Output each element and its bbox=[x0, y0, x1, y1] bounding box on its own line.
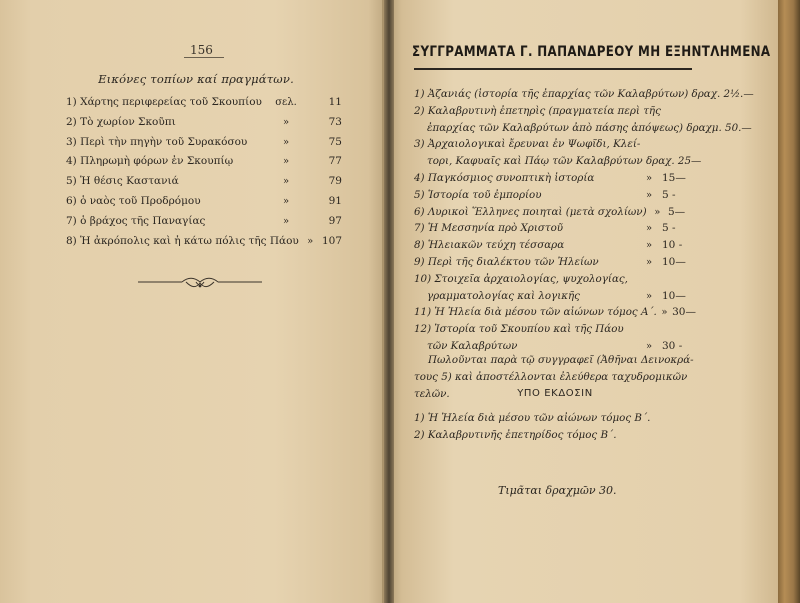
ditto-mark: » bbox=[645, 172, 653, 184]
work-title: 3) Ἀρχαιολογικαὶ ἔρευναι ἐν Ψωφῖδι, Κλεί- bbox=[414, 138, 641, 151]
price-line: Τιμᾶται δραχμῶν 30. bbox=[498, 484, 617, 497]
illustration-entry bbox=[66, 155, 342, 175]
work-title: 9) Περὶ τῆς διαλέκτου τῶν Ἠλείων bbox=[414, 255, 599, 268]
illustration-entry bbox=[66, 136, 342, 156]
work-entry-line bbox=[414, 239, 696, 256]
illustration-entry bbox=[66, 175, 342, 195]
work-entry-line bbox=[414, 88, 754, 105]
ditto-mark: » bbox=[645, 256, 653, 268]
left-page bbox=[0, 0, 392, 603]
page-ref-label: » bbox=[282, 136, 290, 148]
page-ref-label: » bbox=[282, 215, 290, 227]
illustration-title: 2) Τὸ χωρίον Σκοῦπι bbox=[66, 115, 176, 128]
illustrations-heading: Εικόνες τοπίων καί πραγμάτων. bbox=[98, 72, 294, 86]
illustration-title: 4) Πληρωμὴ φόρων ἐν Σκουπίῳ bbox=[66, 155, 234, 168]
work-title: 11) Ἡ Ἠλεία διὰ μέσου τῶν αἰώνων τόμος Α΄. bbox=[414, 306, 657, 319]
illustration-page: 97 bbox=[328, 214, 342, 227]
work-price: 10 - bbox=[662, 239, 683, 252]
title-rule bbox=[414, 68, 692, 70]
ditto-mark: » bbox=[645, 290, 653, 302]
work-entry-line bbox=[414, 323, 696, 340]
work-title: 8) Ἡλειακῶν τεύχη τέσσαρα bbox=[414, 239, 565, 252]
work-title: ἐπαρχίας τῶν Καλαβρύτων ἀπὸ πάσης ἀπόψεως) δραχμ. 50.— bbox=[427, 121, 752, 134]
page-ref-label: » bbox=[282, 156, 290, 168]
work-title: 5) Ἱστορία τοῦ ἐμπορίου bbox=[414, 188, 542, 201]
work-price: 15— bbox=[662, 171, 686, 184]
forthcoming-item: 2) Καλαβρυτινῆς ἐπετηρίδος τόμος Β΄. bbox=[414, 429, 617, 441]
work-price: 10— bbox=[662, 255, 686, 268]
forthcoming-item: 1) Ἡ Ἠλεία διὰ μέσου τῶν αἰώνων τόμος Β΄. bbox=[414, 412, 651, 424]
page-ref-label: » bbox=[282, 116, 290, 128]
work-price: 10— bbox=[662, 289, 686, 302]
illustration-entry bbox=[66, 96, 342, 116]
ditto-mark: » bbox=[645, 340, 653, 352]
work-title: τορι, Καφυαῖς καὶ Πάῳ τῶν Καλαβρύτων δραχ. 25— bbox=[427, 155, 702, 168]
page-ref-label: σελ. bbox=[275, 97, 297, 108]
book-edge bbox=[778, 0, 800, 603]
work-title: 2) Καλαβρυτινὴ ἐπετηρὶς (πραγματεία περὶ τῆς bbox=[414, 104, 661, 117]
ditto-mark: » bbox=[661, 307, 668, 319]
works-title: ΣΥΓΓΡΑΜΜΑΤΑ Γ. ΠΑΠΑΝΔΡΕΟΥ ΜΗ ΕΞΗΝΤΛΗΜΕΝΑ bbox=[412, 44, 771, 60]
work-title: γραμματολογίας καὶ λογικῆς bbox=[427, 289, 580, 302]
work-entry-line bbox=[414, 155, 702, 172]
book-gutter bbox=[384, 0, 394, 603]
work-entry-line bbox=[414, 306, 696, 323]
page-number-rule bbox=[184, 57, 224, 58]
illustration-title: 5) Ἡ θέσις Καστανιά bbox=[66, 175, 179, 188]
ditto-mark: » bbox=[645, 223, 653, 235]
work-entry-line bbox=[414, 206, 696, 223]
illustration-page: 73 bbox=[328, 115, 342, 128]
work-price: 5— bbox=[668, 205, 686, 218]
illustration-page: 75 bbox=[328, 135, 342, 148]
illustration-page: 91 bbox=[328, 194, 342, 207]
illustration-entry bbox=[66, 195, 342, 215]
illustrations-list bbox=[66, 96, 342, 254]
work-entry-line bbox=[414, 138, 696, 155]
forthcoming-list bbox=[414, 412, 696, 446]
illustration-page: 107 bbox=[321, 234, 342, 247]
illustration-entry bbox=[66, 235, 342, 255]
page-number: 156 bbox=[190, 43, 213, 57]
work-entry-line bbox=[414, 105, 696, 122]
work-title: 7) Ἡ Μεσσηνία πρὸ Χριστοῦ bbox=[414, 222, 564, 235]
work-price: 30— bbox=[672, 306, 696, 319]
page-ref-label: » bbox=[307, 235, 314, 247]
works-list bbox=[414, 88, 754, 357]
work-price: 30 - bbox=[662, 339, 683, 352]
work-entry-line bbox=[414, 189, 696, 206]
page-ref-label: » bbox=[282, 176, 290, 188]
work-title: 10) Στοιχεῖα ἀρχαιολογίας, ψυχολογίας, bbox=[414, 272, 628, 285]
ditto-mark: » bbox=[645, 240, 653, 252]
illustration-page: 77 bbox=[328, 155, 342, 168]
work-title: 4) Παγκόσμιος συνοπτικὴ ἱστορία bbox=[414, 171, 595, 184]
ditto-mark: » bbox=[654, 206, 661, 218]
illustration-entry bbox=[66, 116, 342, 136]
illustration-page: 79 bbox=[328, 175, 342, 188]
work-price: 5 - bbox=[662, 222, 676, 235]
work-entry-line bbox=[414, 172, 696, 189]
work-title: 6) Λυρικοὶ Ἕλληνες ποιηταὶ (μετὰ σχολίων) bbox=[414, 205, 647, 218]
work-entry-line bbox=[414, 290, 696, 307]
illustration-entry bbox=[66, 215, 342, 235]
illustration-title: 7) ὁ βράχος τῆς Παναγίας bbox=[66, 214, 206, 227]
work-title: 12) Ἱστορία τοῦ Σκουπίου καὶ τῆς Πάου bbox=[414, 323, 624, 336]
illustration-title: 3) Περὶ τὴν πηγὴν τοῦ Συρακόσου bbox=[66, 135, 248, 148]
work-entry-line bbox=[414, 256, 696, 273]
sales-note-line: Πωλοῦνται παρὰ τῷ συγγραφεῖ (Ἀθῆναι Δεινοκρά- bbox=[428, 354, 694, 366]
forthcoming-heading: ΥΠΟ ΕΚΔΟΣΙΝ bbox=[517, 388, 593, 399]
work-price: 5 - bbox=[662, 188, 676, 201]
work-entry-line bbox=[414, 222, 696, 239]
illustration-title: 6) ὁ ναὸς τοῦ Προδρόμου bbox=[66, 194, 201, 207]
ornament-divider bbox=[138, 274, 262, 294]
work-title: 1) Ἀζανιάς (ἱστορία τῆς ἐπαρχίας τῶν Καλαβρύτων) δραχ. 2½.— bbox=[414, 88, 754, 100]
sales-note-line: τους 5) καὶ ἀποστέλλονται ἐλεύθερα ταχυδρομικῶν τελῶν. bbox=[414, 371, 688, 400]
work-entry-line bbox=[414, 273, 696, 290]
page-ref-label: » bbox=[282, 195, 290, 207]
work-entry-line bbox=[414, 121, 752, 139]
work-title: τῶν Καλαβρύτων bbox=[427, 339, 518, 352]
illustration-title: 1) Χάρτης περιφερείας τοῦ Σκουπίου bbox=[66, 96, 262, 108]
ditto-mark: » bbox=[645, 189, 653, 201]
illustration-page: 11 bbox=[328, 96, 342, 108]
illustration-title: 8) Ἡ ἀκρόπολις καὶ ἡ κάτω πόλις τῆς Πάου bbox=[66, 234, 299, 247]
